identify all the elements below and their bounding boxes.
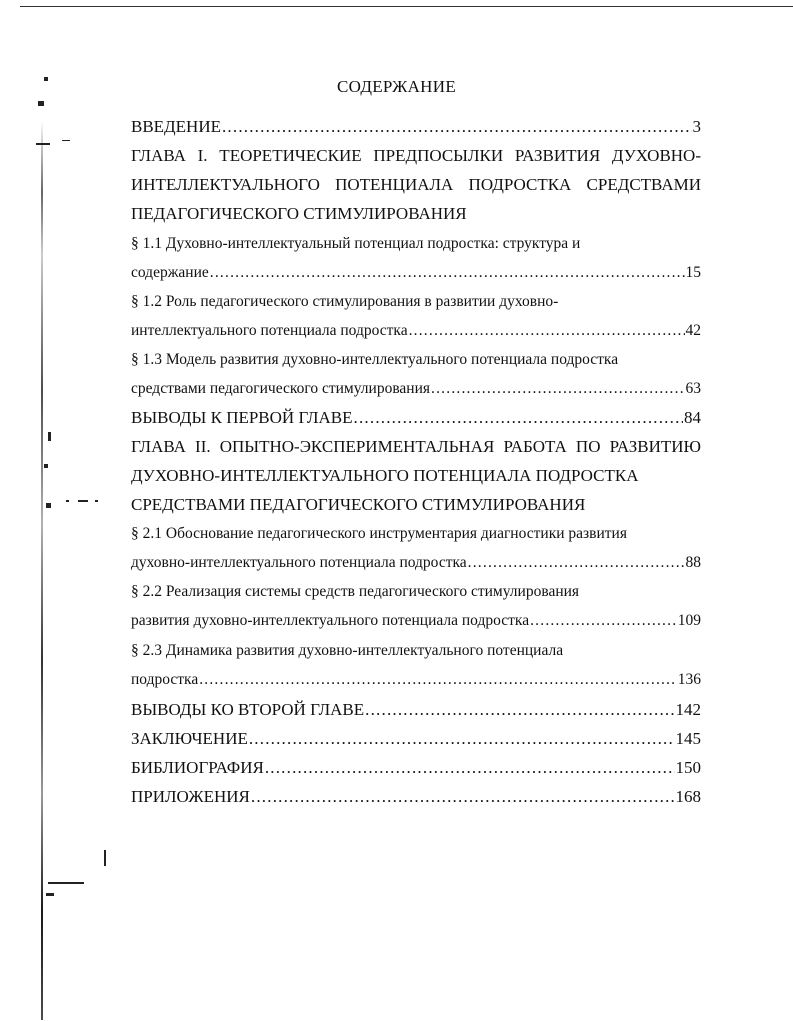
section-text: подростка [131,671,199,688]
section-text: интеллектуального потенциала подростка [131,322,408,339]
toc-page-number: 136 [677,671,701,688]
toc-entry-intro[interactable] [131,117,701,137]
page-title: СОДЕРЖАНИЕ [336,77,457,96]
section-line[interactable]: § 2.2 Реализация системы средств педагогического стимулирования [131,583,580,600]
leader-dots [409,322,685,340]
leader-dots [265,758,675,778]
leader-dots [365,700,674,720]
scan-speck [36,143,50,145]
section-line-with-page[interactable] [131,264,701,282]
toc-entry-conclusion[interactable] [131,729,701,749]
toc-entry-label: ВЫВОДЫ К ПЕРВОЙ ГЛАВЕ [131,408,353,427]
section-text: духовно-интеллектуального потенциала подростка [131,554,467,571]
page-top-border [20,6,793,7]
scan-speck [78,500,88,502]
scan-speck [66,500,69,502]
toc-page-number: 145 [675,729,701,748]
section-line[interactable]: § 2.3 Динамика развития духовно-интеллектуального потенциала [131,642,564,659]
toc-entry-label: ЗАКЛЮЧЕНИЕ [131,729,248,748]
toc-entry-label: ВВЕДЕНИЕ [131,117,221,136]
chapter-heading-line[interactable]: ГЛАВА II. ОПЫТНО-ЭКСПЕРИМЕНТАЛЬНАЯ РАБОТА ПО РАЗВИТИЮ [131,437,701,456]
section-text: средствами педагогического стимулирования [131,380,431,397]
toc-page-number: 142 [675,700,701,719]
section-text: развития духовно-интеллектуального потенциала подростка [131,612,530,629]
section-line[interactable]: § 2.1 Обоснование педагогического инструментария диагностики развития [131,525,627,542]
section-line-with-page[interactable] [131,671,701,689]
chapter-heading-line[interactable]: ПЕДАГОГИЧЕСКОГО СТИМУЛИРОВАНИЯ [131,204,467,223]
leader-dots [222,117,692,137]
toc-page-number: 150 [675,758,701,777]
toc-entry-appendices[interactable] [131,787,701,807]
leader-dots [251,787,675,807]
toc-page-number: 84 [684,408,701,427]
scan-speck [48,432,51,441]
toc-entry-conclusions-2[interactable] [131,700,701,720]
scan-speck [104,850,106,866]
scan-left-edge [41,120,43,1020]
section-line-with-page[interactable] [131,380,701,398]
toc-page-number: 15 [685,264,701,281]
chapter-heading-line[interactable]: СРЕДСТВАМИ ПЕДАГОГИЧЕСКОГО СТИМУЛИРОВАНИЯ [131,495,586,514]
scan-speck [62,140,70,141]
section-line[interactable]: § 1.2 Роль педагогического стимулирования в развитии духовно- [131,293,559,310]
scan-speck [44,464,48,468]
scan-speck [48,882,84,884]
section-line-with-page[interactable] [131,612,701,630]
toc-page-number: 3 [692,117,701,136]
section-line[interactable]: § 1.1 Духовно-интеллектуальный потенциал подростка: структура и [131,235,581,252]
section-text: содержание [131,264,209,281]
section-line-with-page[interactable] [131,322,701,340]
scan-speck [46,893,54,896]
chapter-heading-line[interactable]: ДУХОВНО-ИНТЕЛЛЕКТУАЛЬНОГО ПОТЕНЦИАЛА ПОДРОСТКА [131,466,639,485]
scan-speck [46,503,51,508]
toc-page-number: 168 [675,787,701,806]
scan-speck [38,101,44,106]
toc-entry-label: ВЫВОДЫ КО ВТОРОЙ ГЛАВЕ [131,700,365,719]
leader-dots [199,671,677,689]
leader-dots [468,554,685,572]
toc-entry-conclusions-1[interactable] [131,408,701,428]
toc-entry-label: ПРИЛОЖЕНИЯ [131,787,250,806]
toc-entry-label: БИБЛИОГРАФИЯ [131,758,264,777]
chapter-heading-line[interactable]: ГЛАВА I. ТЕОРЕТИЧЕСКИЕ ПРЕДПОСЫЛКИ РАЗВИТИЯ ДУХОВНО- [131,146,701,165]
leader-dots [210,264,685,282]
leader-dots [530,612,677,630]
scan-speck [95,500,98,502]
toc-page-number: 109 [677,612,701,629]
chapter-heading-line[interactable]: ИНТЕЛЛЕКТУАЛЬНОГО ПОТЕНЦИАЛА ПОДРОСТКА СРЕДСТВАМИ [131,175,701,194]
toc-entry-bibliography[interactable] [131,758,701,778]
toc-page-number: 42 [685,322,701,339]
toc-page-number: 88 [685,554,701,571]
toc-page-number: 63 [685,380,701,397]
leader-dots [249,729,675,749]
section-line[interactable]: § 1.3 Модель развития духовно-интеллектуального потенциала подростка [131,351,619,368]
leader-dots [431,380,684,398]
leader-dots [354,408,683,428]
section-line-with-page[interactable] [131,554,701,572]
